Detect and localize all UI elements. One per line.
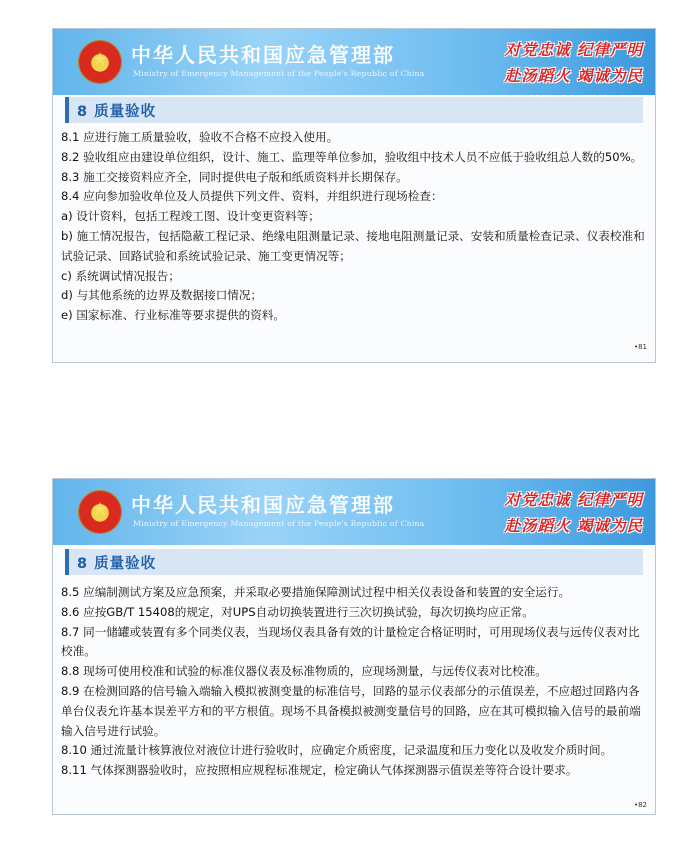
list-item-c: c) 系统调试情况报告； <box>61 268 180 283</box>
page-number: •82 <box>633 801 647 809</box>
ministry-name-en: Ministry of Emergency Management of the People's Republic of China <box>133 519 425 528</box>
slide-body <box>61 128 651 326</box>
list-item-b: b) 施工情况报告，包括隐蔽工程记录、绝缘电阻测量记录、接地电阻测量记录、安装和质量检查记录、仪表校准和试验记录、回路试验和系统试验记录、施工变更情况等； <box>61 228 645 263</box>
clause-8-1: 8.1 应进行施工质量验收，验收不合格不应投入使用。 <box>61 130 339 144</box>
clause-8-8: 8.8 现场可使用校准和试验的标准仪器仪表及标准物质的，应现场测量，与远传仪表对比校准。 <box>61 664 547 679</box>
clause-8-3: 8.3 施工交接资料应齐全，同时提供电子版和纸质资料并长期保存。 <box>61 169 408 184</box>
slide-82 <box>52 478 656 815</box>
clause-8-4: 8.4 应向参加验收单位及人员提供下列文件、资料，并组织进行现场检查： <box>61 189 443 204</box>
section-heading <box>65 549 643 575</box>
clause-8-9: 8.9 在检测回路的信号输入端输入模拟被测变量的标准信号，回路的显示仪表部分的示值误差，不应超过回路内各单台仪表允许基本误差平方和的平方根值。现场不具备模拟被测变量信号的回路，应在其可模拟输入信号的最前端输入信号进行试验。 <box>61 683 641 738</box>
national-emblem-icon: ★ <box>79 41 121 83</box>
ministry-name-en: Ministry of Emergency Management of the People's Republic of China <box>133 69 425 78</box>
ministry-banner <box>53 29 655 95</box>
list-item-a: a) 设计资料，包括工程竣工图、设计变更资料等； <box>61 209 320 224</box>
clause-8-5: 8.5 应编制测试方案及应急预案，并采取必要措施保障测试过程中相关仪表设备和装置的安全运行。 <box>61 585 571 599</box>
motto-line-1: 对党忠诚 纪律严明 <box>504 40 643 59</box>
list-item-d: d) 与其他系统的边界及数据接口情况； <box>61 288 263 303</box>
clause-8-6: 8.6 应按GB/T 15408的规定，对UPS自动切换装置进行三次切换试验，每次切换均应正常。 <box>61 604 534 619</box>
motto-line-2: 赴汤蹈火 竭诚为民 <box>504 66 643 85</box>
page-number: •81 <box>633 343 647 351</box>
motto-line-2: 赴汤蹈火 竭诚为民 <box>504 516 643 535</box>
clause-8-10: 8.10 通过流量计核算液位对液位计进行验收时，应确定介质密度，记录温度和压力变化以及收发介质时间。 <box>61 743 613 758</box>
section-heading <box>65 97 643 123</box>
list-item-e: e) 国家标准、行业标准等要求提供的资料。 <box>61 308 286 323</box>
section-title: 8 质量验收 <box>77 556 157 572</box>
ministry-name-cn: 中华人民共和国应急管理部 <box>131 493 395 517</box>
motto-line-1: 对党忠诚 纪律严明 <box>504 490 643 509</box>
slide-body <box>61 583 651 781</box>
national-emblem-icon: ★ <box>79 491 121 533</box>
clause-8-2: 8.2 验收组应由建设单位组织，设计、施工、监理等单位参加，验收组中技术人员不应低于验收组总人数的50%。 <box>61 149 643 164</box>
clause-8-11: 8.11 气体探测器验收时，应按照相应规程标准规定，检定确认气体探测器示值误差等符合设计要求。 <box>61 763 578 778</box>
clause-8-7: 8.7 同一储罐或装置有多个同类仪表，当现场仪表具备有效的计量检定合格证明时，可用现场仪表与远传仪表对比校准。 <box>61 624 640 659</box>
section-title: 8 质量验收 <box>77 104 157 120</box>
ministry-banner <box>53 479 655 545</box>
ministry-name-cn: 中华人民共和国应急管理部 <box>131 43 395 67</box>
slide-81 <box>52 28 656 363</box>
